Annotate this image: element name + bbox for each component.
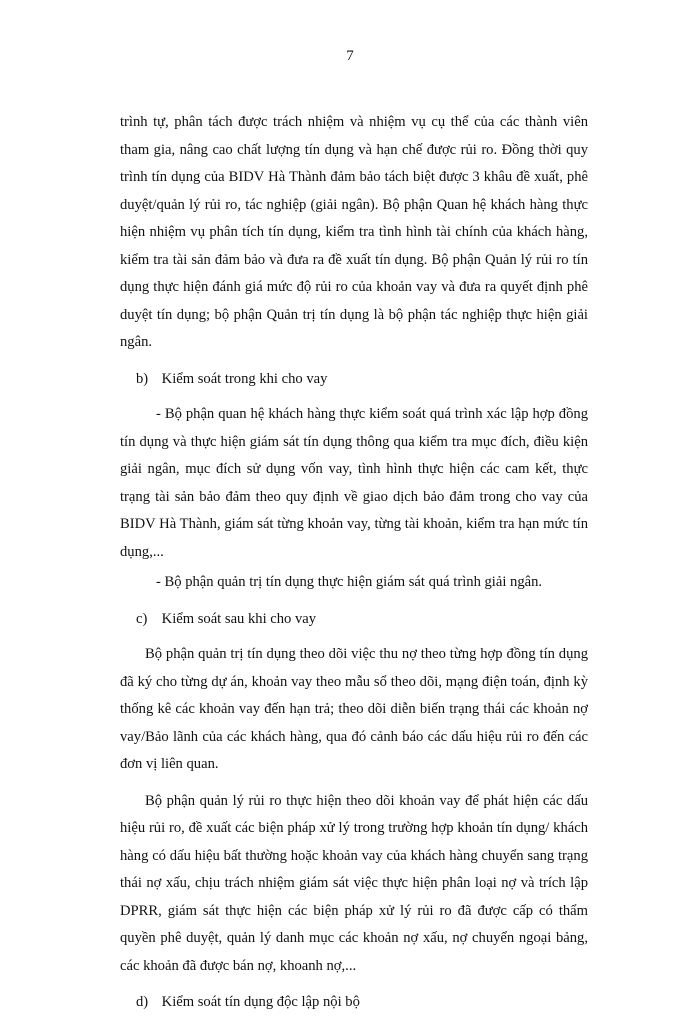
- section-title-c: Kiểm soát sau khi cho vay: [161, 610, 317, 627]
- section-letter-c: c): [136, 610, 148, 627]
- paragraph-process-separation: trình tự, phân tách được trách nhiệm và nhiệm vụ cụ thể của các thành viên tham gia, nâng cao chất lượng tín dụng và hạn chế được rủi ro. Đồng thời quy trình tín dụng của BIDV Hà Thành đảm bảo tách biệt được 3 khâu đề xuất, phê duyệt/quản lý rủi ro, tác nghiệp (giải ngân). Bộ phận Quan hệ khách hàng thực hiện nhiệm vụ phân tích tín dụng, kiểm tra tình hình tài chính của khách hàng, kiểm tra tài sản đảm bảo và đưa ra đề xuất tín dụng. Bộ phận Quản lý rủi ro tín dụng thực hiện đánh giá mức độ rủi ro của khoản vay và đưa ra quyết định phê duyệt tín dụng; bộ phận Quản trị tín dụng là bộ phận tác nghiệp thực hiện giải ngân.: [120, 114, 588, 350]
- paragraph-risk-monitoring: Bộ phận quản lý rủi ro thực hiện theo dõi khoản vay để phát hiện các dấu hiệu rủi ro, đề xuất các biện pháp xử lý trong trường hợp khoản tín dụng/ khách hàng có dấu hiệu bất thường hoặc khoản vay của khách hàng chuyển sang trạng thái nợ xấu, chịu trách nhiệm giám sát việc thực hiện phân loại nợ và trích lập DPRR, giám sát thực hiện các biện pháp xử lý rủi ro đã được cấp có thẩm quyền phê duyệt, quản lý danh mục các khoản nợ xấu, nợ chuyển ngoại bảng, các khoản đã được bán nợ, khoanh nợ,...: [120, 792, 588, 974]
- paragraph-credit-admin-control: - Bộ phận quản trị tín dụng thực hiện giám sát quá trình giải ngân.: [156, 574, 543, 590]
- page-number: 7: [346, 48, 354, 64]
- section-title-b: Kiểm soát trong khi cho vay: [161, 370, 328, 387]
- section-title-d: Kiểm soát tín dụng độc lập nội bộ: [161, 994, 360, 1010]
- section-letter-d: d): [136, 994, 149, 1010]
- paragraph-relationship-control: - Bộ phận quan hệ khách hàng thực kiểm soát quá trình xác lập hợp đồng tín dụng và thực hiện giám sát tín dụng thông qua kiểm tra mục đích, điều kiện giải ngân, mục đích sử dụng vốn vay, tình hình thực hiện các cam kết, thực trạng tài sản bảo đảm theo quy định về giao dịch bảo đảm trong cho vay của BIDV Hà Thành, giám sát từng khoản vay, từng tài khoản, kiểm tra hạn mức tín dụng,...: [120, 406, 588, 560]
- body-text: [120, 109, 588, 1025]
- section-heading-c: [120, 606, 588, 634]
- paragraph-debt-monitoring: Bộ phận quản trị tín dụng theo dõi việc thu nợ theo từng hợp đồng tín dụng đã ký cho từng dự án, khoản vay theo mẫu sổ theo dõi, mạng điện toán, định kỳ thống kê các khoản vay đến hạn trả; theo dõi diễn biến trạng thái các khoản nợ vay/Bảo lãnh của các khách hàng, qua đó cảnh báo các dấu hiệu rủi ro đến các đơn vị liên quan.: [120, 646, 588, 772]
- section-letter-b: b): [136, 370, 149, 387]
- section-heading-d: [120, 989, 588, 1017]
- section-heading-b: [120, 366, 588, 394]
